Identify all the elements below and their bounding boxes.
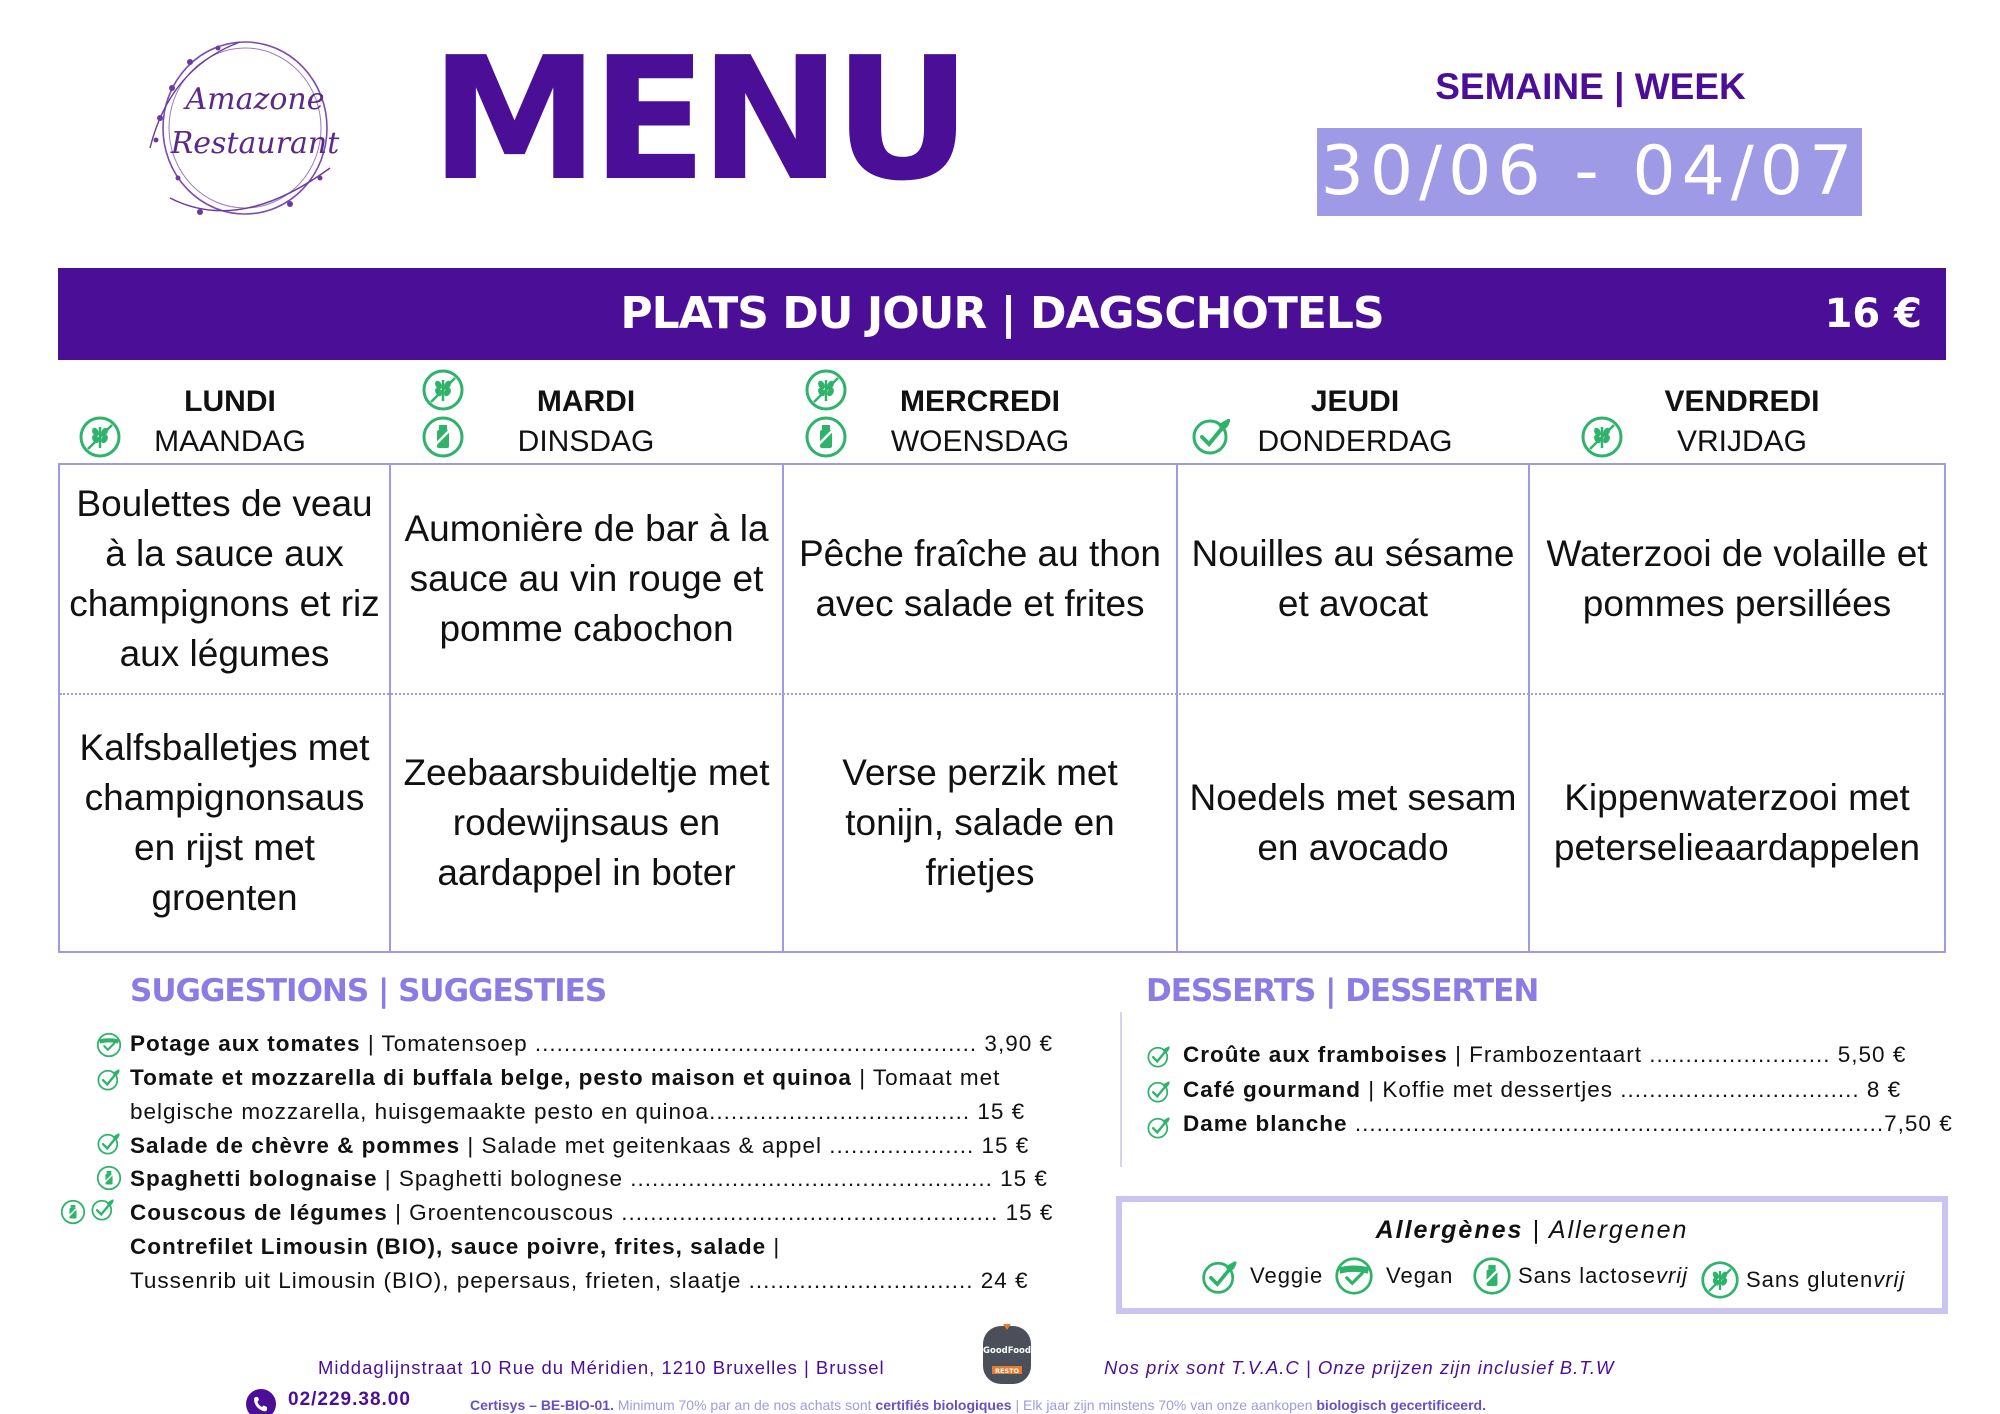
plats-price: 16 € <box>1824 291 1922 337</box>
desserts-title: DESSERTS | DESSERTEN <box>1146 973 1539 1009</box>
day-header-tuesday <box>486 382 686 462</box>
suggestion-item: Couscous de légumes | Groentencouscous .................................................... 15 € <box>130 1200 1054 1225</box>
footer-certification: Certisys – BE-BIO-01. Minimum 70% par an de nos achats sont certifiés biologiques | Elk jaar zijn minstens 70% van onze aankopen biologisch gecertificeerd. <box>470 1397 1486 1413</box>
dish-fr-wednesday: Pêche fraîche au thon avec salade et frites <box>798 533 1162 624</box>
dessert-item: Café gourmand | Koffie met dessertjes ................................. 8 € <box>1183 1077 1902 1102</box>
suggestions-title: SUGGESTIONS | SUGGESTIES <box>130 973 607 1009</box>
dish-nl-tuesday: Zeebaarsbuideltje met rodewijnsaus en aardappel in boter <box>403 752 770 893</box>
day-fr: JEUDI <box>1310 385 1400 418</box>
vegan-icon <box>1334 1256 1374 1296</box>
dessert-item: Dame blanche .........................................................................7,50 € <box>1183 1111 1953 1136</box>
day-fr: MARDI <box>536 385 636 418</box>
suggestion-item: Salade de chèvre & pommes | Salade met geitenkaas & appel .................... 15 € <box>130 1133 1030 1158</box>
day-fr: LUNDI <box>184 385 276 418</box>
plats-banner <box>58 268 1946 360</box>
logo-line-2: Restaurant <box>170 126 340 161</box>
veggie-icon <box>1190 413 1234 457</box>
legend-lactose-free: Sans lactosevrij <box>1518 1263 1689 1288</box>
dish-nl-thursday: Noedels met sesam en avocado <box>1189 777 1517 868</box>
gluten-free-icon <box>1580 415 1624 459</box>
legend-vegan: Vegan <box>1386 1263 1454 1288</box>
veggie-icon <box>1146 1078 1172 1104</box>
dish-fr-friday: Waterzooi de volaille et pommes persillées <box>1546 533 1928 624</box>
day-fr: VENDREDI <box>1664 385 1820 418</box>
badge-line-2: RESTO <box>994 1367 1020 1375</box>
suggestion-item-continued: Tussenrib uit Limousin (BIO), pepersaus, frieten, slaatje ............................... 24 € <box>130 1268 1029 1293</box>
day-fr: MERCREDI <box>899 385 1060 418</box>
vegan-icon <box>96 1032 122 1058</box>
day-nl: WOENSDAG <box>890 425 1070 458</box>
dish-fr-thursday: Nouilles au sésame et avocat <box>1191 533 1515 624</box>
legend-veggie: Veggie <box>1250 1263 1324 1288</box>
day-nl: MAANDAG <box>154 425 306 458</box>
dish-grid <box>58 463 1946 953</box>
dessert-item: Croûte aux framboises | Frambozentaart ......................... 5,50 € <box>1183 1042 1907 1067</box>
day-header-friday <box>1642 382 1842 462</box>
suggestion-item-continued: belgische mozzarella, huisgemaakte pesto en quinoa.................................... 15 € <box>130 1099 1026 1124</box>
gluten-free-icon <box>1700 1260 1740 1300</box>
gluten-free-icon <box>421 368 465 412</box>
allergen-legend <box>1116 1196 1948 1314</box>
day-nl: DINSDAG <box>517 425 655 458</box>
dish-nl-friday: Kippenwaterzooi met peterselieaardappelen <box>1553 777 1921 868</box>
plats-title: PLATS DU JOUR | DAGSCHOTELS <box>620 288 1384 339</box>
veggie-icon <box>96 1066 122 1092</box>
dish-fr-tuesday: Aumonière de bar à la sauce au vin rouge et pomme cabochon <box>404 508 769 649</box>
dish-nl-monday: Kalfsballetjes met champignonsaus en rijst met groenten <box>79 727 370 918</box>
allergen-title: Allergènes | Allergenen <box>1375 1216 1689 1244</box>
dish-nl-wednesday: Verse perzik met tonijn, salade en frietjes <box>842 752 1118 893</box>
suggestion-item: Tomate et mozzarella di buffala belge, pesto maison et quinoa | Tomaat met <box>130 1065 1001 1090</box>
phone-icon <box>246 1389 276 1414</box>
veggie-icon <box>1146 1114 1172 1140</box>
section-divider <box>1120 1012 1122 1167</box>
gluten-free-icon <box>78 415 122 459</box>
footer-address: Middaglijnstraat 10 Rue du Méridien, 1210 Bruxelles | Brussel <box>318 1357 885 1378</box>
lactose-free-icon <box>1472 1256 1512 1296</box>
lactose-free-icon <box>804 415 848 459</box>
goodfood-badge <box>982 1320 1032 1386</box>
veggie-icon <box>1146 1043 1172 1069</box>
dish-fr-monday: Boulettes de veau à la sauce aux champignons et riz aux légumes <box>69 483 380 674</box>
lactose-free-icon <box>60 1199 86 1225</box>
veggie-icon <box>96 1130 122 1156</box>
suggestion-item: Contrefilet Limousin (BIO), sauce poivre, frites, salade | <box>130 1234 781 1259</box>
day-header-thursday <box>1255 382 1455 462</box>
week-dates: 30/06 - 04/07 <box>1317 128 1862 216</box>
gluten-free-icon <box>804 368 848 412</box>
day-nl: DONDERDAG <box>1257 425 1453 458</box>
suggestion-item: Spaghetti bolognaise | Spaghetti bolognese .................................................. 15 € <box>130 1166 1048 1191</box>
logo-text <box>160 78 350 166</box>
week-label: SEMAINE | WEEK <box>1435 66 1746 107</box>
day-header-monday <box>130 382 330 462</box>
day-header-wednesday <box>880 382 1080 462</box>
veggie-icon <box>90 1196 116 1222</box>
legend-gluten-free: Sans glutenvrij <box>1746 1267 1906 1292</box>
badge-line-1: GoodFood <box>983 1346 1031 1356</box>
menu-title: MENU <box>430 21 964 219</box>
footer-phone[interactable]: 02/229.38.00 <box>288 1389 411 1410</box>
footer-price-note: Nos prix sont T.V.A.C | Onze prijzen zijn inclusief B.T.W <box>1104 1357 1615 1378</box>
lactose-free-icon <box>96 1165 122 1191</box>
day-nl: VRIJDAG <box>1676 425 1808 458</box>
logo-line-1: Amazone <box>185 82 325 117</box>
suggestion-item: Potage aux tomates | Tomatensoep ............................................................. 3,90 € <box>130 1031 1053 1056</box>
veggie-icon <box>1200 1256 1240 1296</box>
lactose-free-icon <box>421 415 465 459</box>
